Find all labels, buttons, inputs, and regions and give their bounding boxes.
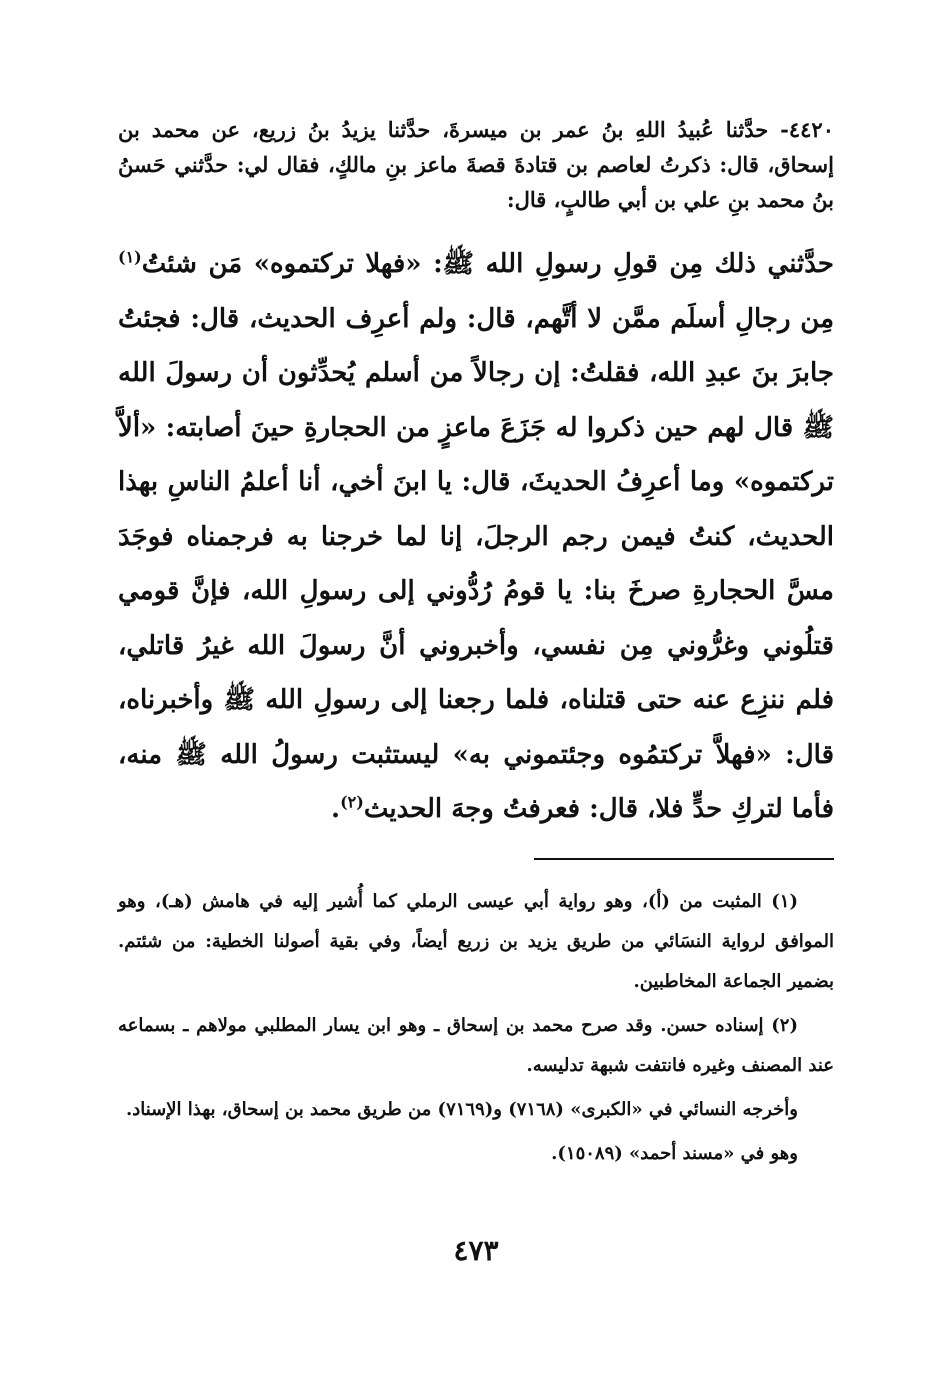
footnote-1: (١) المثبت من (أ)، وهو رواية أبي عيسى الرملي كما أُشير إليه في هامش (هـ)، وهو الموافق لرواية النسَائي من طريق يزيد بن زريع أيضاً، وفي بقية أصولنا الخطية: من شئتم. بضمير الجماعة المخاطبين. [118,891,834,992]
isnad-paragraph [118,112,834,217]
hadith-paragraph [118,237,834,837]
footnote-2-musnad: وهو في «مسند أحمد» (١٥٠٨٩). [551,1143,798,1164]
footnotes-section [118,882,834,1178]
hadith-number: ٤٤٢٠ [788,117,834,142]
hadith-text-start: حدَّثني ذلك مِن قولِ رسولِ الله ﷺ: «فهلا تركتموه» مَن شئتُ [141,249,834,279]
hadith-text-main: مِن رجالِ أسلَم ممَّن لا أتَّهم، قال: ولم أعرِف الحديث، قال: فجئتُ جابرَ بنَ عبدِ الله، فقلتُ: إن رجالاً من أسلم يُحدِّثون أن رسولَ الله ﷺ قال لهم حين ذكروا له جَزَعَ ماعزٍ من الحجارةِ حينَ أصابته: «ألاَّ تركتموه» وما أعرِفُ الحديثَ، قال: يا ابنَ أخي، أنا أعلمُ الناسِ بهذا الحديث، كنتُ فيمن رجم الرجلَ، إنا لما خرجنا به فرجمناه فوجَدَ مسَّ الحجارةِ صرخَ بنا: يا قومُ رُدُّوني إلى رسولِ الله، فإنَّ قومي قتلُوني وغرُّوني مِن نفسي، وأخبروني أنَّ رسولَ الله غيرُ قاتلي، فلم ننزِع عنه حتى قتلناه، فلما رجعنا إلى رسولِ الله ﷺ وأخبرناه، قال: «فهلاَّ تركتمُوه وجئتموني به» ليستثبت رسولُ الله ﷺ منه، فأما لتركِ حدٍّ فلا، قال: فعرفتُ وجهَ الحديث [118,303,834,824]
hadith-text-end: . [331,794,341,824]
footnote-divider [534,858,834,860]
footnote-marker-2: (٢) [340,792,364,812]
footnote-marker-1: (١) [118,247,142,267]
page-number: ٤٧٣ [453,1234,499,1267]
document-page [118,112,834,1362]
footnote-2: (٢) إسناده حسن. وقد صرح محمد بن إسحاق ـ وهو ابن يسار المطلبي مولاهم ـ بسماعه عند المصنف وغيره فانتفت شبهة تدليسه. [118,1015,834,1076]
footnote-2-source: وأخرجه النسائي في «الكبرى» (٧١٦٨) و(٧١٦٩) من طريق محمد بن إسحاق، بهذا الإسناد. [125,1099,798,1120]
isnad-text: - حدَّثنا عُبيدُ اللهِ بنُ عمر بن ميسرةَ، حدَّثنا يزيدُ بنُ زريع، عن محمد بن إسحاق، قال: ذكرتُ لعاصم بن قتادةَ قصةَ ماعز بنِ مالكٍ، فقال لي: حدَّثني حَسنُ بنُ محمد بنِ علي بن أبي طالبٍ، قال: [118,117,834,212]
